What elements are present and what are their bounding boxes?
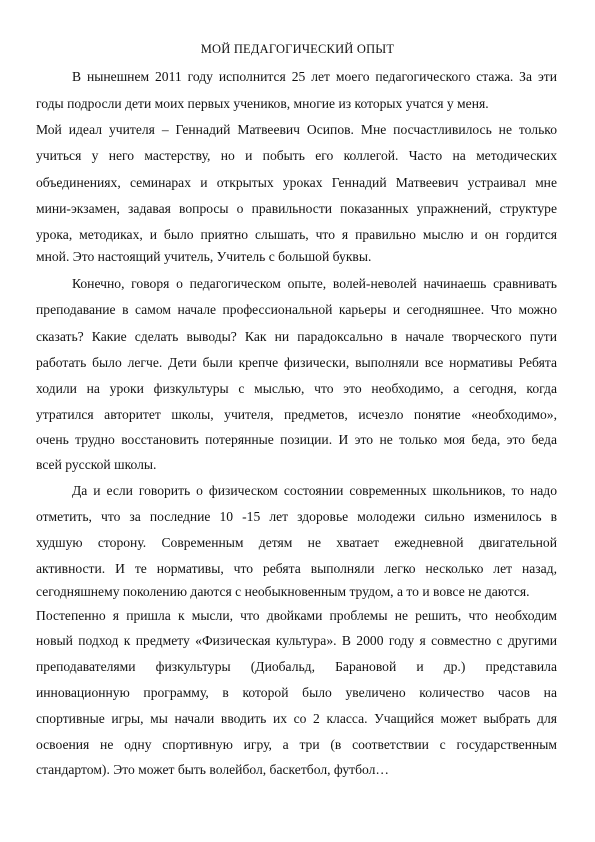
text-line: отметить, что за последние 10 -15 лет здоровье молодежи сильно изменилось в xyxy=(36,509,557,524)
text-line: урока, методиках, и было приятно слышать, что я правильно мыслю и он гордится xyxy=(36,227,557,242)
text-line: объединениях, семинарах и открытых уроках Геннадий Матвеевич устраивал мне xyxy=(36,175,557,190)
text-line: преподавателями физкультуры (Диобальд, Барановой и др.) представила xyxy=(36,659,557,674)
text-line: Да и если говорить о физическом состоянии современных школьников, то надо xyxy=(72,483,557,498)
text-line: очень трудно восстановить потерянные позиции. И это не только моя беда, это беда xyxy=(36,432,557,447)
text-line: освоения не одну спортивную игру, а три (в соответствии с государственным xyxy=(36,737,557,752)
text-line: Мой идеал учителя – Геннадий Матвеевич Осипов. Мне посчастливилось не только xyxy=(36,122,557,137)
text-line: преподавание в самом начале профессиональной карьеры и сегодняшнее. Что можно xyxy=(36,302,557,317)
text-line: учиться у него мастерству, но и побыть его коллегой. Часто на методических xyxy=(36,148,557,163)
text-line: всей русской школы. xyxy=(36,457,157,472)
text-line: мини-экзамен, задавая вопросы о правильности показанных упражнений, структуре xyxy=(36,201,557,216)
text-line: стандартом). Это может быть волейбол, баскетбол, футбол… xyxy=(36,762,390,777)
text-line: сказать? Какие сделать выводы? Как ни парадоксально в начале творческого пути xyxy=(36,329,557,344)
text-line: сегодняшнему поколению даются с необыкновенным трудом, а то и вовсе не даются. xyxy=(36,584,530,599)
text-line: спортивные игры, мы начали вводить их со 2 класса. Учащийся может выбрать для xyxy=(36,711,557,726)
text-line: Постепенно я пришла к мысли, что двойками проблемы не решить, что необходим xyxy=(36,608,557,623)
text-line: худшую сторону. Современным детям не хватает ежедневной двигательной xyxy=(36,535,557,550)
text-line: годы подросли дети моих первых учеников, многие из которых учатся у меня. xyxy=(36,96,489,111)
text-line: В нынешнем 2011 году исполнится 25 лет моего педагогического стажа. За эти xyxy=(72,69,557,84)
text-line: ходили на уроки физкультуры с мыслью, что это необходимо, а сегодня, когда xyxy=(36,381,557,396)
text-line: Конечно, говоря о педагогическом опыте, волей-неволей начинаешь сравнивать xyxy=(72,276,557,291)
text-line: утратился авторитет школы, учителя, предметов, исчезло понятие «необходимо», xyxy=(36,407,557,422)
text-line: активности. И те нормативы, что ребята выполняли легко несколько лет назад, xyxy=(36,561,557,576)
text-line: новый подход к предмету «Физическая культура». В 2000 году я совместно с другими xyxy=(36,633,557,648)
text-line: работать было легче. Дети были крепче физически, выполняли все нормативы Ребята xyxy=(36,355,557,370)
text-line: мной. Это настоящий учитель, Учитель с большой буквы. xyxy=(36,249,372,264)
text-line: инновационную программу, в которой было увеличено количество часов на xyxy=(36,685,557,700)
document-title: МОЙ ПЕДАГОГИЧЕСКИЙ ОПЫТ xyxy=(200,42,395,56)
